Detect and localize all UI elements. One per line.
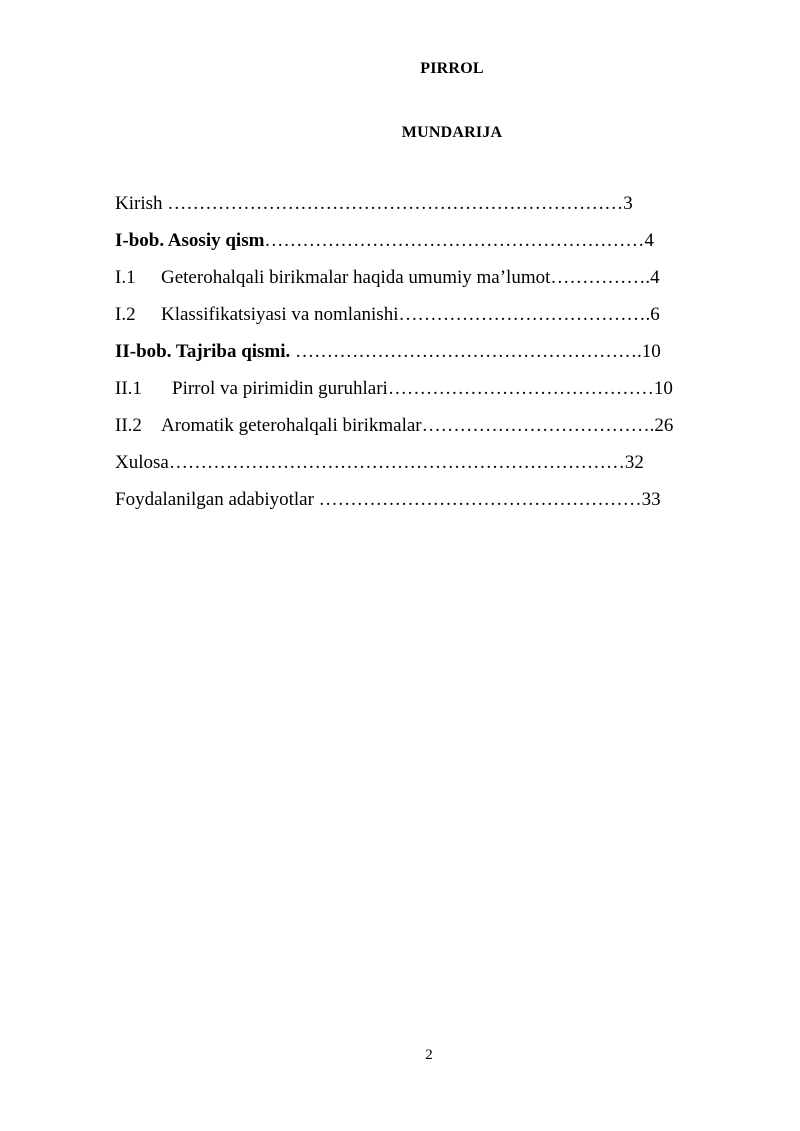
toc-entry-number: II.2 (115, 415, 142, 436)
toc-entry-page: 6 (650, 304, 660, 325)
toc-entry-number: I.1 (115, 267, 136, 288)
toc-entry-page: 32 (624, 452, 644, 473)
toc-entry-chapter-1 (115, 230, 654, 252)
toc-entry-chapter-2 (115, 341, 661, 363)
toc-entry-leader: ……………………………………………………………… (168, 452, 625, 473)
toc-entry-page: 4 (644, 230, 654, 251)
toc-title: MUNDARIJA (401, 124, 503, 141)
toc-entry-label: Kirish (115, 193, 163, 214)
page-number: 2 (425, 1047, 433, 1063)
toc-entry-leader: …………………………………… (387, 378, 654, 399)
toc-entry-page: 33 (641, 489, 661, 510)
toc-entry-number: I.2 (115, 304, 136, 325)
toc-entry-kirish (115, 193, 633, 215)
toc-entry-page: 10 (641, 341, 661, 362)
toc-entry-references (115, 489, 661, 511)
toc-entry-label: Aromatik geterohalqali birikmalar (161, 415, 422, 436)
document-heading: PIRROL (420, 60, 484, 77)
toc-entry-leader: …………………………………………… (313, 489, 642, 510)
toc-entry-leader: ………………………………………………. (290, 341, 642, 362)
toc-entry-section-2-1 (115, 378, 673, 400)
toc-entry-label: II-bob. Tajriba qismi. (115, 341, 291, 362)
toc-entry-label: Pirrol va pirimidin guruhlari (172, 378, 388, 399)
toc-entry-leader: ……………. (550, 267, 651, 288)
toc-entry-leader: …………………………………. (398, 304, 651, 325)
toc-entry-leader: …………………………………………………… (264, 230, 645, 251)
toc-entry-section-1-1 (115, 267, 660, 289)
toc-entry-page: 10 (653, 378, 673, 399)
toc-entry-label: Klassifikatsiyasi va nomlanishi (161, 304, 399, 325)
toc-entry-page: 3 (623, 193, 633, 214)
toc-entry-leader: ……………………………………………………………… (162, 193, 624, 214)
toc-entry-label: Foydalanilgan adabiyotlar (115, 489, 314, 510)
toc-entry-label: Xulosa (115, 452, 169, 473)
toc-entry-page: 4 (650, 267, 660, 288)
toc-entry-number: II.1 (115, 378, 142, 399)
toc-entry-section-1-2 (115, 304, 660, 326)
toc-entry-page: 26 (654, 415, 674, 436)
toc-entry-leader: ………………………………. (421, 415, 655, 436)
toc-entry-label: I-bob. Asosiy qism (115, 230, 265, 251)
toc-entry-xulosa (115, 452, 644, 474)
toc-entry-section-2-2 (115, 415, 673, 437)
toc-entry-label: Geterohalqali birikmalar haqida umumiy ma’lumot (161, 267, 551, 288)
